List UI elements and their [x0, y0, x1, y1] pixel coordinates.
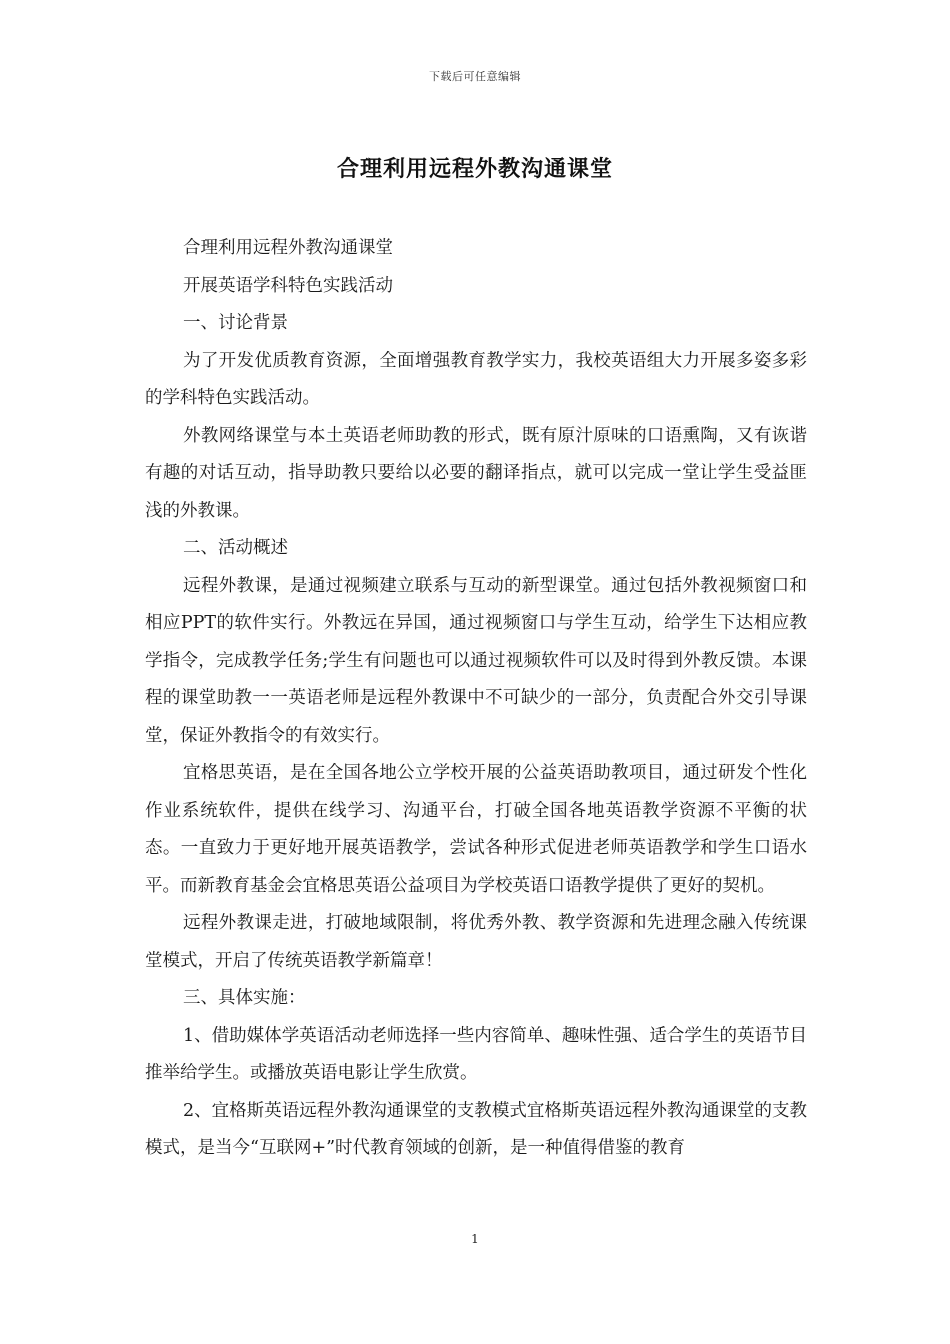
paragraph: 宜格思英语，是在全国各地公立学校开展的公益英语助教项目，通过研发个性化作业系统软件，提供在线学习、沟通平台，打破全国各地英语教学资源不平衡的状态。一直致力于更好地开展英语教学，尝试各种形式促进老师英语教学和学生口语水平。而新教育基金会宜格思英语公益项目为学校英语口语教学提供了更好的契机。: [145, 763, 807, 896]
section-heading-overview: 二、活动概述: [183, 538, 288, 558]
header-note: 下载后可任意编辑: [429, 70, 521, 83]
document-title: 合理利用远程外教沟通课堂: [336, 156, 613, 182]
paragraph-subtitle-2: 开展英语学科特色实践活动: [183, 275, 393, 296]
list-item: 1、借助媒体学英语活动老师选择一些内容简单、趣味性强、适合学生的英语节目推举给学生。或播放英语电影让学生欣赏。: [145, 1025, 807, 1083]
paragraph: 远程外教课，是通过视频建立联系与互动的新型课堂。通过包括外教视频窗口和相应PPT的软件实行。外教远在异国，通过视频窗口与学生互动，给学生下达相应教学指令，完成教学任务;学生有问题也可以通过视频软件可以及时得到外教反馈。本课程的课堂助教一一英语老师是远程外教课中不可缺少的一部分，负责配合外交引导课堂，保证外教指令的有效实行。: [145, 575, 807, 746]
paragraph: 远程外教课走进，打破地域限制，将优秀外教、教学资源和先进理念融入传统课堂模式，开启了传统英语教学新篇章！: [145, 913, 807, 971]
section-heading-implementation: 三、具体实施：: [183, 988, 306, 1008]
paragraph-subtitle-1: 合理利用远程外教沟通课堂: [183, 238, 393, 258]
document-body: [145, 230, 807, 1168]
page-number: 1: [471, 1232, 479, 1246]
paragraph: 外教网络课堂与本土英语老师助教的形式，既有原汁原味的口语熏陶，又有诙谐有趣的对话互动，指导助教只要给以必要的翻译指点，就可以完成一堂让学生受益匪浅的外教课。: [145, 425, 807, 521]
list-item: 2、宜格斯英语远程外教沟通课堂的支教模式宜格斯英语远程外教沟通课堂的支教模式，是当今“互联网+”时代教育领域的创新，是一种值得借鉴的教育: [145, 1100, 807, 1158]
section-heading-background: 一、讨论背景: [183, 313, 288, 333]
paragraph: 为了开发优质教育资源，全面增强教育教学实力，我校英语组大力开展多姿多彩的学科特色实践活动。: [145, 350, 807, 408]
